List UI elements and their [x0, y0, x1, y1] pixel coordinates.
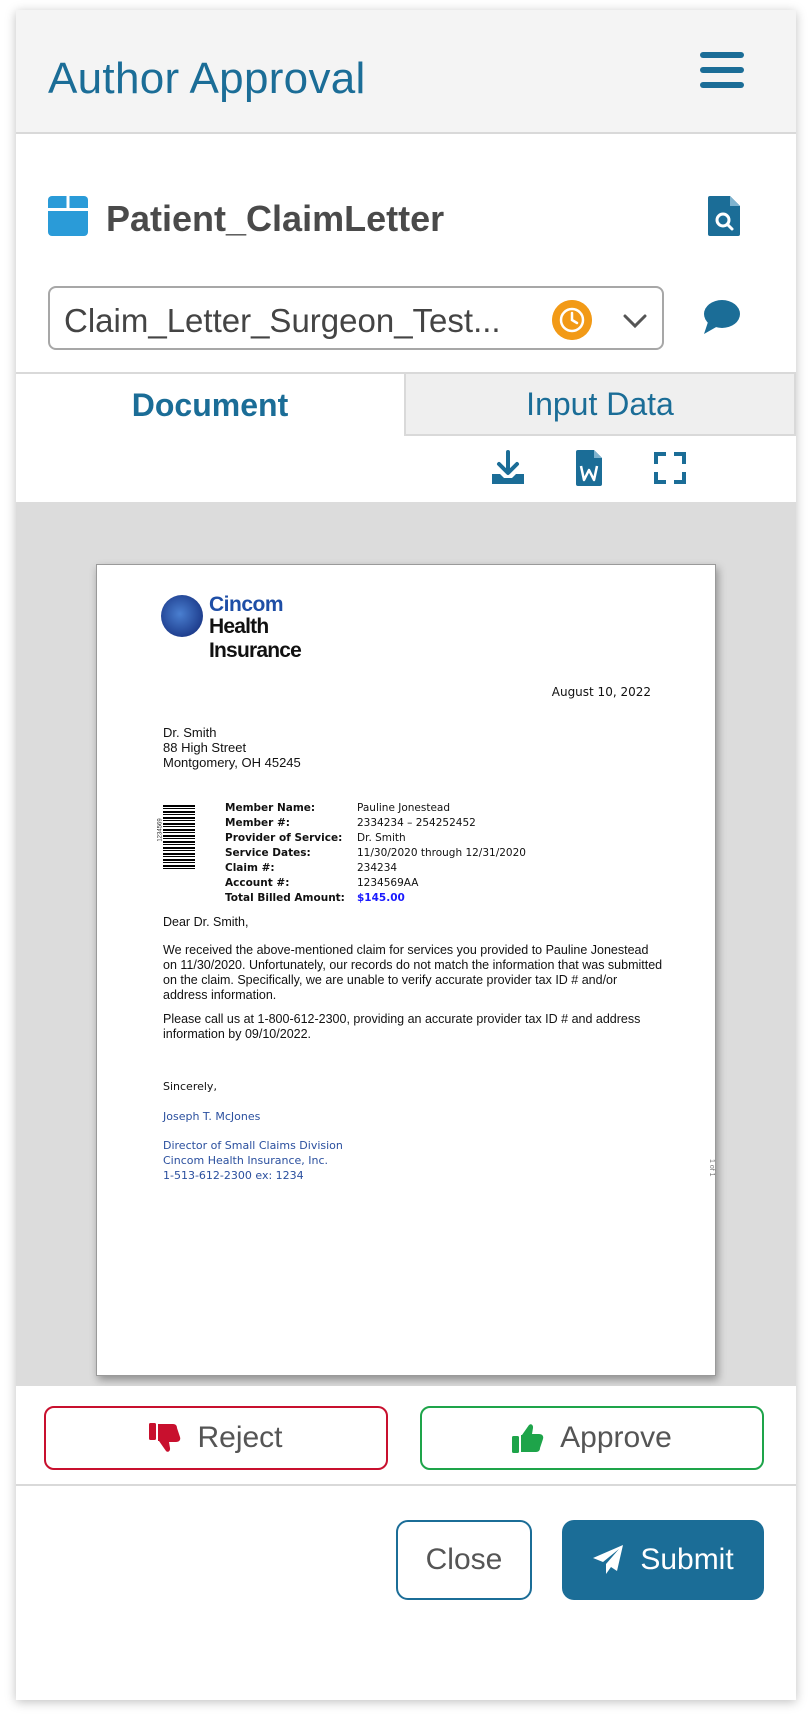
info-label: Service Dates:	[225, 847, 311, 859]
info-row	[225, 891, 526, 906]
company-logo	[161, 593, 361, 662]
submit-label: Submit	[640, 1543, 734, 1576]
logo-line1: Cincom	[209, 593, 284, 616]
info-value: 234234	[357, 862, 398, 874]
info-row	[225, 801, 526, 816]
decision-bar	[16, 1386, 796, 1486]
chevron-down-icon	[620, 306, 650, 336]
info-value: 11/30/2020 through 12/31/2020	[357, 847, 526, 859]
document-toolbar	[16, 436, 796, 502]
tab-document[interactable]: Document	[16, 372, 406, 436]
document-search-icon[interactable]	[708, 196, 740, 236]
total-amount: $145.00	[357, 892, 405, 904]
salutation: Dear Dr. Smith,	[163, 915, 249, 929]
thumbs-down-icon	[149, 1423, 181, 1453]
barcode	[163, 805, 195, 871]
page-title: Author Approval	[48, 54, 366, 103]
reject-label: Reject	[197, 1421, 283, 1454]
fullscreen-icon[interactable]	[652, 450, 688, 486]
letter-paragraph: Please call us at 1-800-612-2300, providing an accurate provider tax ID # and address information by 09/10/2022.	[163, 1012, 641, 1041]
caduceus-icon	[161, 595, 203, 637]
letter-date: August 10, 2022	[551, 685, 651, 699]
version-select[interactable]	[48, 286, 664, 350]
clock-icon	[552, 300, 592, 340]
claim-info-table	[225, 801, 526, 906]
info-row	[225, 861, 526, 876]
info-label: Provider of Service:	[225, 832, 343, 844]
paper-plane-icon	[592, 1544, 624, 1576]
word-document-icon[interactable]	[572, 450, 608, 486]
address-line: Dr. Smith	[163, 725, 217, 740]
info-label: Claim #:	[225, 862, 275, 874]
header	[16, 10, 796, 134]
info-label: Member #:	[225, 817, 290, 829]
page-marker: 1 of 1	[708, 1159, 715, 1177]
tab-bar	[16, 372, 796, 436]
version-select-value: Claim_Letter_Surgeon_Test...	[64, 302, 501, 339]
tab-input-data[interactable]: Input Data	[406, 372, 796, 436]
document-page	[96, 564, 716, 1376]
info-value: 1234569AA	[357, 877, 419, 889]
info-label: Account #:	[225, 877, 290, 889]
info-label: Total Billed Amount:	[225, 892, 345, 904]
thumbs-up-icon	[512, 1423, 544, 1453]
info-row	[225, 816, 526, 831]
info-value: 2334234 – 254252452	[357, 817, 476, 829]
signer-name: Joseph T. McJones	[163, 1110, 261, 1123]
approve-button[interactable]	[420, 1406, 764, 1470]
barcode-number: 1234569	[157, 818, 164, 842]
footer	[16, 1486, 796, 1700]
close-button[interactable]: Close	[396, 1520, 532, 1600]
recipient-address	[163, 725, 301, 770]
address-line: Montgomery, OH 45245	[163, 755, 301, 770]
info-row	[225, 831, 526, 846]
hamburger-menu-icon[interactable]	[700, 52, 744, 88]
letter-paragraph: We received the above-mentioned claim for services you provided to Pauline Jonestead on 11/30/2020. Unfortunately, our records do not match the information that was submitted on the claim. Specifically, we are unable to verify accurate provider tax ID # and/or address information.	[163, 943, 663, 1002]
closing: Sincerely,	[163, 1080, 217, 1093]
submit-button[interactable]	[562, 1520, 764, 1600]
document-name: Patient_ClaimLetter	[106, 198, 445, 239]
signer-company: Cincom Health Insurance, Inc.	[163, 1154, 329, 1167]
info-value: Pauline Jonestead	[357, 802, 451, 814]
comment-icon[interactable]	[702, 298, 742, 336]
info-row	[225, 846, 526, 861]
logo-line2: Health Insurance	[209, 615, 302, 662]
signer-title: Director of Small Claims Division	[163, 1139, 343, 1152]
document-viewer[interactable]	[16, 502, 796, 1386]
approval-panel	[16, 10, 796, 1700]
package-icon	[48, 194, 88, 236]
reject-button[interactable]	[44, 1406, 388, 1470]
address-line: 88 High Street	[163, 740, 247, 755]
info-row	[225, 876, 526, 891]
info-value: Dr. Smith	[357, 832, 406, 844]
download-icon[interactable]	[490, 450, 526, 486]
document-header	[48, 188, 768, 248]
signer-phone: 1-513-612-2300 ex: 1234	[163, 1169, 304, 1182]
approve-label: Approve	[560, 1421, 672, 1454]
info-label: Member Name:	[225, 802, 316, 814]
